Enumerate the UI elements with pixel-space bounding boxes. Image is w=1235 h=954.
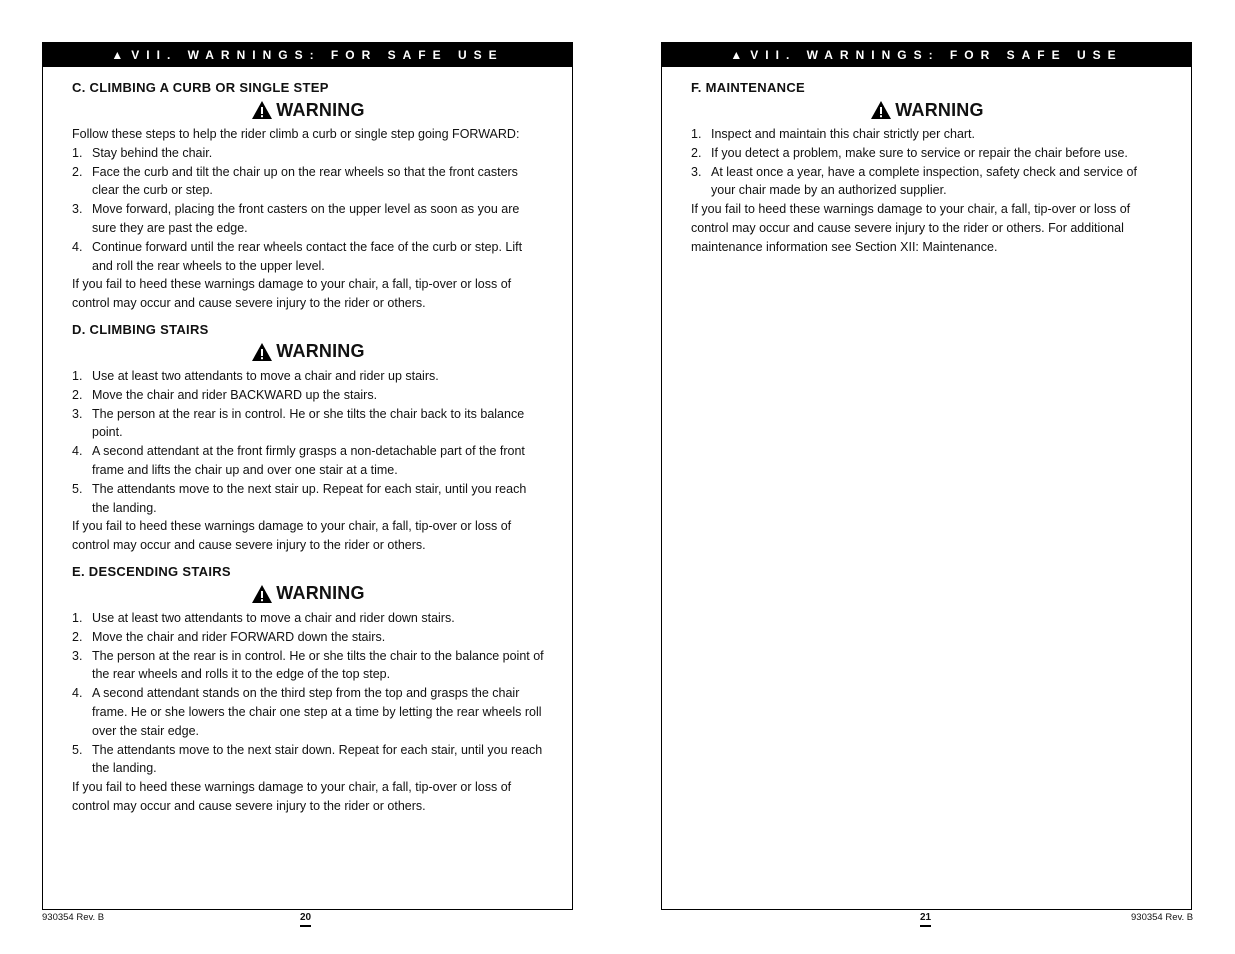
doc-number: 930354 Rev. B (1131, 912, 1194, 923)
step-number: 2. (691, 145, 702, 160)
warning-triangle-icon (251, 584, 273, 604)
page-header (662, 43, 1191, 67)
list-item (72, 163, 544, 201)
left-page (42, 42, 573, 910)
step-text: The person at the rear is in control. He or she tilts the chair to the balance point of the rear wheels and rolls it to the edge of the top step. (92, 648, 544, 682)
step-text: At least once a year, have a complete inspection, safety check and service of your chair made by an authorized supplier. (711, 164, 1137, 198)
section-title: C. CLIMBING A CURB OR SINGLE STEP (72, 80, 329, 95)
list-item (72, 144, 544, 163)
step-text: Move the chair and rider BACKWARD up the stairs. (92, 387, 378, 402)
list-item (691, 125, 1163, 144)
section-intro: Follow these steps to help the rider climb a curb or single step going FORWARD: (72, 127, 520, 141)
list-item (72, 367, 544, 386)
steps-list (72, 367, 544, 517)
step-text: If you detect a problem, make sure to service or repair the chair before use. (711, 145, 1128, 160)
step-number: 1. (72, 368, 83, 383)
step-number: 4. (72, 444, 83, 459)
step-number: 4. (72, 239, 83, 254)
list-item (72, 628, 544, 647)
step-text: Stay behind the chair. (92, 145, 213, 160)
step-text: The attendants move to the next stair up. Repeat for each stair, until you reach the landing. (92, 481, 527, 515)
warning-heading (72, 341, 544, 363)
list-item (691, 144, 1163, 163)
step-text: A second attendant stands on the third step from the top and grasps the chair frame. He or she lowers the chair one step at a time by letting the rear wheels roll over the stair edge. (92, 686, 542, 738)
warning-triangle-icon (251, 342, 273, 362)
step-text: Move the chair and rider FORWARD down the stairs. (92, 629, 386, 644)
step-number: 3. (691, 164, 702, 179)
step-number: 2. (72, 629, 83, 644)
section-title: D. CLIMBING STAIRS (72, 321, 209, 337)
step-number: 5. (72, 481, 83, 496)
step-text: Use at least two attendants to move a chair and rider up stairs. (92, 368, 439, 383)
section (72, 79, 544, 313)
step-number: 1. (72, 610, 83, 625)
warning-triangle-icon (870, 100, 892, 120)
section (72, 321, 544, 555)
page-number: 21 (920, 912, 931, 927)
list-item (72, 442, 544, 480)
step-number: 1. (72, 145, 83, 160)
header-title: VII. WARNINGS: FOR SAFE USE (131, 48, 504, 62)
step-text: Move forward, placing the front casters on the upper level as soon as you are sure they are past the edge. (92, 202, 520, 235)
warning-heading (691, 99, 1163, 121)
list-item (72, 200, 544, 238)
list-item (72, 480, 544, 518)
section-title: E. DESCENDING STAIRS (72, 563, 231, 579)
page-header (43, 43, 572, 67)
step-text: A second attendant at the front firmly grasps a non-detachable part of the front frame and lifts the chair up and over one stair at a time. (92, 444, 525, 477)
list-item (691, 163, 1163, 201)
warning-note: If you fail to heed these warnings damage to your chair, a fall, tip-over or loss of control may occur and cause severe injury to the rider or others. (72, 780, 512, 813)
step-number: 5. (72, 742, 83, 757)
warning-note: If you fail to heed these warnings damage to your chair, a fall, tip-over or loss of control may occur and cause severe injury to the rider or others. (72, 519, 512, 553)
steps-list (72, 609, 544, 778)
step-text: The attendants move to the next stair down. Repeat for each stair, until you reach the landing. (92, 742, 543, 776)
list-item (72, 609, 544, 628)
section (691, 79, 1163, 257)
list-item (72, 238, 544, 276)
step-number: 2. (72, 164, 83, 179)
warning-note: If you fail to heed these warnings damage to your chair, a fall, tip-over or loss of control may occur and cause severe injury to the rider or others. For additional maintenance information see Section XII: Maintenance. (691, 202, 1131, 254)
section (72, 563, 544, 816)
warning-note: If you fail to heed these warnings damage to your chair, a fall, tip-over or loss of control may occur and cause severe injury to the rider or others. (72, 277, 512, 311)
warning-heading (72, 583, 544, 605)
right-content (691, 79, 1163, 265)
list-item (72, 405, 544, 443)
right-page (661, 42, 1192, 910)
list-item (72, 386, 544, 405)
left-content (72, 79, 544, 824)
warning-triangle-icon (251, 100, 273, 120)
section-title: F. MAINTENANCE (691, 80, 805, 95)
warning-label: WARNING (276, 341, 365, 362)
step-number: 4. (72, 686, 83, 701)
list-item (72, 647, 544, 685)
header-title: VII. WARNINGS: FOR SAFE USE (750, 48, 1123, 62)
step-text: Use at least two attendants to move a chair and rider down stairs. (92, 610, 455, 625)
warning-triangle-icon: ▲ (730, 48, 743, 62)
warning-label: WARNING (895, 99, 984, 120)
list-item (72, 684, 544, 740)
doc-number: 930354 Rev. B (42, 912, 105, 923)
step-text: Inspect and maintain this chair strictly per chart. (711, 127, 976, 141)
step-number: 2. (72, 387, 83, 402)
step-number: 1. (691, 127, 702, 141)
step-text: Face the curb and tilt the chair up on the rear wheels so that the front casters clear the curb or step. (92, 164, 518, 198)
step-number: 3. (72, 406, 83, 421)
warning-label: WARNING (276, 99, 365, 120)
warning-label: WARNING (276, 583, 365, 604)
steps-list (691, 125, 1163, 200)
step-number: 3. (72, 648, 83, 663)
steps-list (72, 144, 544, 276)
list-item (72, 741, 544, 779)
step-text: Continue forward until the rear wheels contact the face of the curb or step. Lift and roll the rear wheels to the upper level. (92, 239, 523, 273)
warning-heading (72, 99, 544, 121)
step-text: The person at the rear is in control. He or she tilts the chair back to its balance point. (92, 406, 525, 440)
warning-triangle-icon: ▲ (111, 48, 124, 62)
page-number: 20 (300, 912, 311, 927)
step-number: 3. (72, 202, 83, 217)
